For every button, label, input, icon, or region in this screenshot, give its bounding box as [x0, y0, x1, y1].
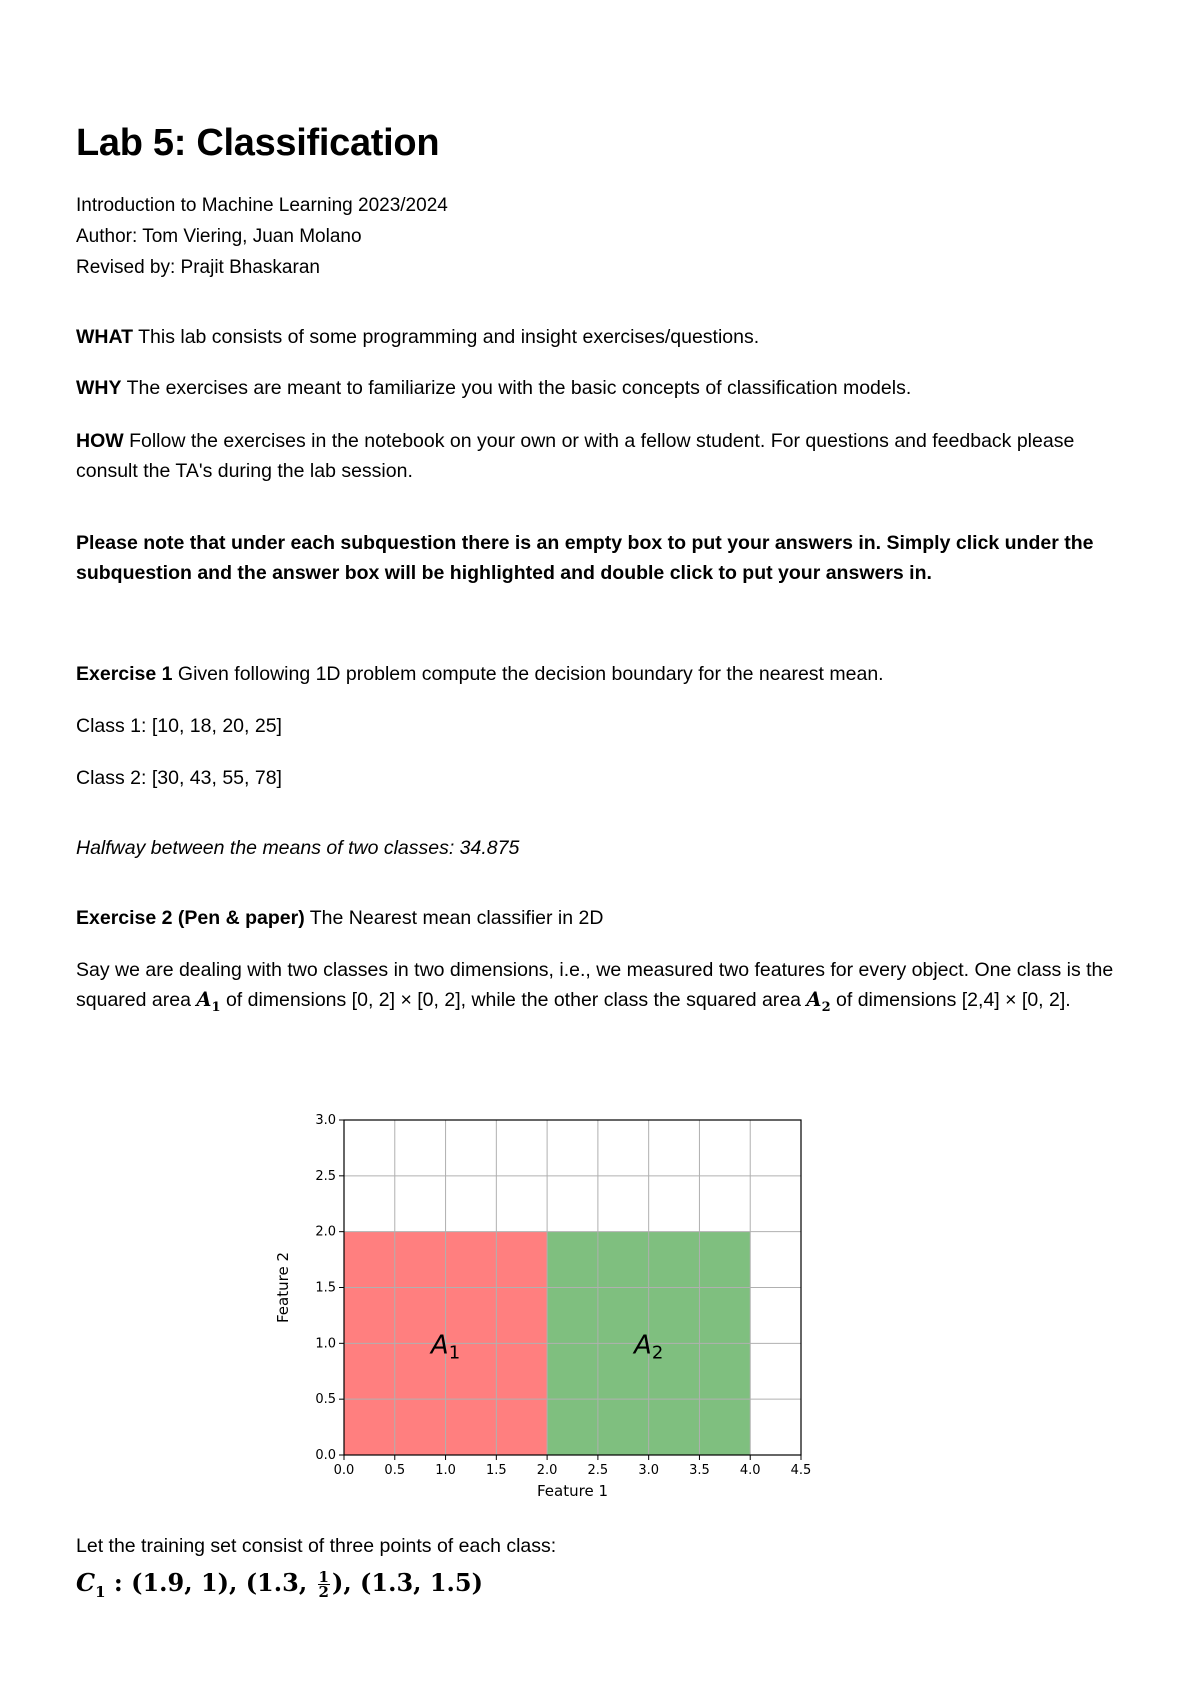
region-label-a2: A2	[634, 1330, 664, 1364]
how-paragraph	[76, 426, 1126, 486]
class-1-training-points	[76, 1568, 483, 1601]
symbol-a1-base: A	[196, 988, 212, 1011]
y-axis-label: Feature 2	[274, 1252, 292, 1323]
y-tick-label: 2.0	[315, 1224, 336, 1240]
exercise-2-prompt	[76, 903, 1126, 933]
why-text: The exercises are meant to familiarize you with the basic concepts of classification models.	[121, 377, 912, 399]
what-paragraph	[76, 322, 1126, 352]
x-tick-label: 3.0	[638, 1463, 660, 1478]
y-tick-label: 0.0	[315, 1448, 336, 1463]
x-tick-label: 0.5	[384, 1463, 406, 1478]
x-tick-label: 4.5	[790, 1463, 812, 1478]
answer-box-note: Please note that under each subquestion there is an empty box to put your answers in. Simply click under the subquestion and the answer box will be highlighted and double click to put your answers in.	[76, 532, 1094, 584]
half-fraction	[318, 1570, 330, 1599]
c1-points-post: ), (1.3, 1.5)	[331, 1568, 483, 1597]
y-tick-label: 2.5	[315, 1168, 336, 1184]
page-title: Lab 5: Classification	[76, 122, 440, 164]
c1-symbol: C	[76, 1568, 96, 1597]
how-text: Follow the exercises in the notebook on your own or with a fellow student. For questions and feedback please consult the TA's during the lab session.	[76, 430, 1075, 482]
x-axis-label: Feature 1	[537, 1482, 608, 1500]
exercise-1-text: Given following 1D problem compute the decision boundary for the nearest mean.	[172, 663, 884, 685]
symbol-a2	[806, 988, 831, 1015]
exercise-1-prompt	[76, 659, 1126, 689]
why-label: WHY	[76, 377, 122, 399]
exercise-2-label: Exercise 2 (Pen & paper)	[76, 907, 305, 929]
c1-points-pre: : (1.9, 1), (1.3,	[105, 1568, 316, 1597]
x-tick-label: 1.0	[435, 1463, 456, 1478]
x-tick-label: 4.0	[739, 1463, 761, 1478]
revised-line: Revised by: Prajit Bhaskaran	[76, 257, 320, 278]
fraction-denominator: 2	[318, 1583, 329, 1601]
exercise-2-text: The Nearest mean classifier in 2D	[304, 907, 604, 929]
description-part-2: of dimensions [0, 2] × [0, 2], while the other class the squared area	[220, 989, 807, 1011]
x-tick-label: 3.5	[689, 1463, 710, 1478]
y-tick-label: 1.0	[315, 1336, 336, 1352]
symbol-a1-sub: 1	[211, 999, 221, 1015]
x-tick-label: 2.5	[587, 1463, 609, 1478]
description-part-3: of dimensions [2,4] × [0, 2].	[830, 989, 1071, 1011]
region-label-a1: A1	[430, 1330, 461, 1364]
x-tick-label: 2.0	[536, 1463, 558, 1478]
y-tick-label: 1.5	[315, 1280, 336, 1296]
class-1-values: Class 1: [10, 18, 20, 25]	[76, 715, 282, 737]
x-tick-label: 0.0	[333, 1463, 355, 1478]
exercise-1-answer: Halfway between the means of two classes: 34.875	[76, 837, 520, 859]
course-line: Introduction to Machine Learning 2023/2024	[76, 195, 448, 216]
what-text: This lab consists of some programming and insight exercises/questions.	[133, 326, 760, 348]
x-tick-label: 1.5	[485, 1463, 507, 1478]
author-line: Author: Tom Viering, Juan Molano	[76, 226, 362, 247]
document-meta	[76, 190, 448, 283]
c1-subscript: 1	[95, 1582, 106, 1601]
feature-space-chart	[270, 1100, 870, 1510]
fraction-numerator: 1	[318, 1568, 329, 1586]
y-tick-label: 0.5	[315, 1392, 336, 1408]
training-set-intro: Let the training set consist of three points of each class:	[76, 1535, 557, 1557]
why-paragraph	[76, 373, 1126, 403]
description-part-1: Say we are dealing with two classes in two dimensions, i.e., we measured two features for every object. One class is the squared area	[76, 959, 1114, 1011]
symbol-a1	[196, 988, 221, 1015]
how-label: HOW	[76, 430, 124, 452]
chart-svg	[270, 1100, 870, 1510]
y-tick-label: 3.0	[315, 1113, 336, 1128]
class-2-values: Class 2: [30, 43, 55, 78]	[76, 767, 282, 789]
exercise-1-label: Exercise 1	[76, 663, 173, 685]
exercise-2-description	[76, 955, 1126, 1023]
symbol-a2-sub: 2	[821, 999, 831, 1015]
what-label: WHAT	[76, 326, 134, 348]
symbol-a2-base: A	[806, 988, 822, 1011]
